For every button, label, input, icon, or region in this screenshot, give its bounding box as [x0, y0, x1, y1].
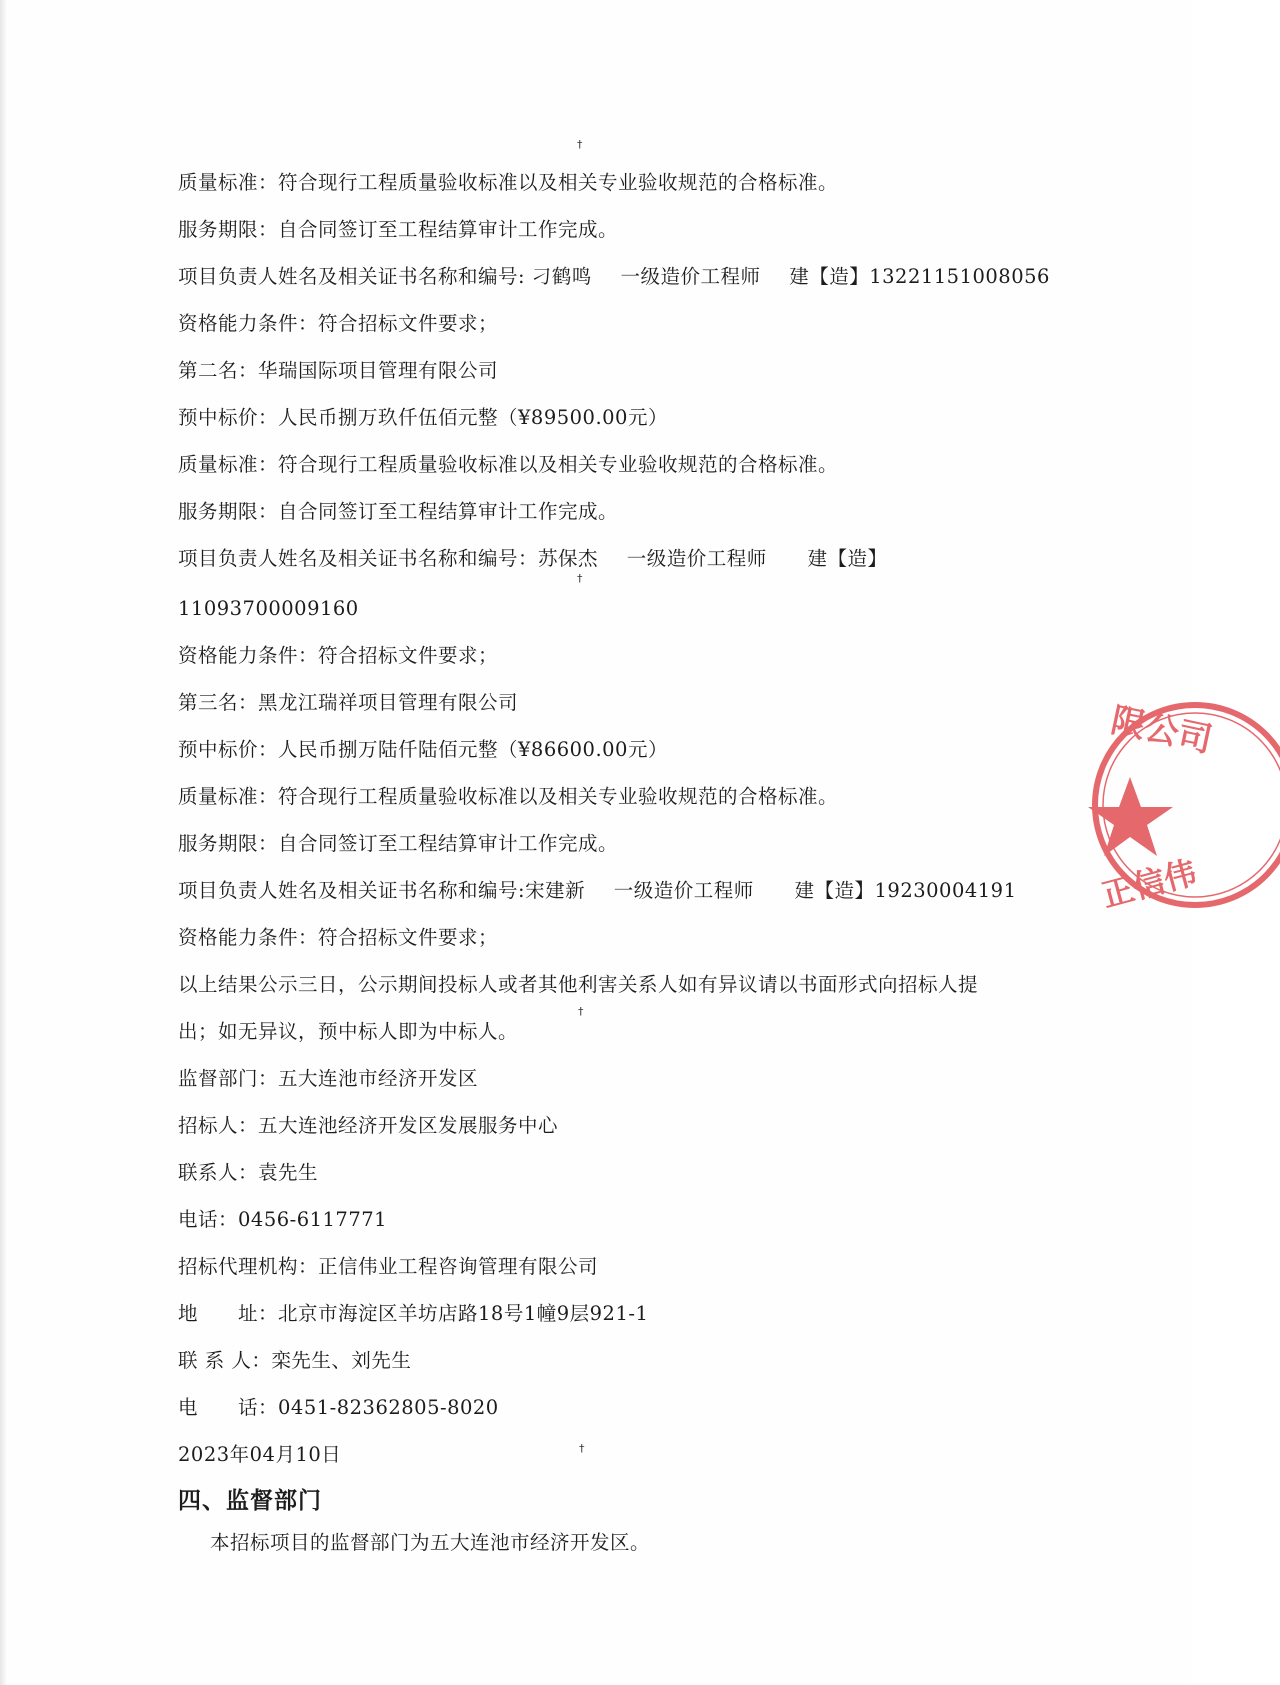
service-period-1: 服务期限：自合同签订至工程结算审计工作完成。 [178, 218, 619, 241]
manager-title: 一级造价工程师 [626, 547, 767, 570]
agency-address [178, 1301, 648, 1327]
project-manager-1 [178, 264, 1050, 290]
section-body: 本招标项目的监督部门为五大连池市经济开发区。 [210, 1531, 651, 1554]
bid-price-3: 预中标价：人民币捌万陆仟陆佰元整（¥86600.00元） [178, 738, 668, 761]
manager-label: 项目负责人姓名及相关证书名称和编号: [178, 265, 526, 288]
contact-person: 联系人：袁先生 [178, 1161, 319, 1184]
seal-text-lower: 正信伟 [1097, 853, 1201, 915]
manager-cert: 建【造】13221151008056 [789, 265, 1050, 288]
agency-phone-value: 0451-82362805-8020 [278, 1396, 499, 1419]
bid-price-2: 预中标价：人民币捌万玖仟伍佰元整（¥89500.00元） [178, 406, 668, 429]
third-place: 第三名：黑龙江瑞祥项目管理有限公司 [178, 691, 519, 714]
agency-contact-value: 栾先生、刘先生 [271, 1349, 412, 1372]
agency-contact-label: 联 系 人： [178, 1349, 272, 1372]
quality-standard-2: 质量标准：符合现行工程质量验收标准以及相关专业验收规范的合格标准。 [178, 453, 839, 476]
manager-name: 刁鹤鸣 [531, 265, 592, 288]
manager-label: 项目负责人姓名及相关证书名称和编号: [178, 879, 526, 902]
binding-mark: † [578, 1005, 584, 1018]
notice-text: 以上结果公示三日，公示期间投标人或者其他利害关系人如有异议请以书面形式向招标人提 [178, 973, 979, 996]
tender-agency: 招标代理机构：正信伟业工程咨询管理有限公司 [178, 1255, 599, 1278]
service-period-2: 服务期限：自合同签订至工程结算审计工作完成。 [178, 500, 619, 523]
project-manager-2 [178, 546, 887, 572]
project-manager-3 [178, 878, 1017, 904]
binding-mark: † [577, 572, 583, 585]
address-value: 北京市海淀区羊坊店路18号1幢9层921-1 [278, 1302, 649, 1325]
qualification-1: 资格能力条件：符合招标文件要求； [178, 312, 499, 335]
quality-standard-3: 质量标准：符合现行工程质量验收标准以及相关专业验收规范的合格标准。 [178, 785, 839, 808]
manager-cert-number-2: 11093700009160 [178, 597, 359, 620]
section-heading: 四、监督部门 [178, 1488, 322, 1514]
manager-cert-prefix: 建【造】 [807, 547, 888, 570]
manager-title: 一级造价工程师 [613, 879, 754, 902]
agency-contact [178, 1348, 411, 1374]
second-place: 第二名：华瑞国际项目管理有限公司 [178, 359, 499, 382]
seal-text-upper: 限公司 [1107, 700, 1216, 761]
tenderer: 招标人：五大连池经济开发区发展服务中心 [178, 1114, 559, 1137]
publish-date: 2023年04月10日 [178, 1443, 342, 1466]
manager-label: 项目负责人姓名及相关证书名称和编号： [178, 547, 539, 570]
contact-phone: 电话：0456-6117771 [178, 1208, 388, 1231]
quality-standard-1: 质量标准：符合现行工程质量验收标准以及相关专业验收规范的合格标准。 [178, 171, 839, 194]
qualification-2: 资格能力条件：符合招标文件要求； [178, 644, 499, 667]
manager-name: 苏保杰 [538, 547, 599, 570]
manager-title: 一级造价工程师 [620, 265, 761, 288]
supervisor: 监督部门：五大连池市经济开发区 [178, 1067, 479, 1090]
manager-name: 宋建新 [525, 879, 586, 902]
agency-phone [178, 1395, 499, 1421]
qualification-3: 资格能力条件：符合招标文件要求； [178, 926, 499, 949]
company-seal-stamp [1090, 680, 1280, 920]
binding-mark: † [579, 1442, 585, 1455]
service-period-3: 服务期限：自合同签订至工程结算审计工作完成。 [178, 832, 619, 855]
manager-cert: 建【造】19230004191 [794, 879, 1017, 902]
scan-edge [0, 0, 6, 1685]
address-label: 地 址： [178, 1302, 279, 1325]
notice-text-continued: 出；如无异议，预中标人即为中标人。 [178, 1020, 519, 1043]
binding-mark: † [577, 138, 583, 151]
agency-phone-label: 电 话： [178, 1396, 279, 1419]
